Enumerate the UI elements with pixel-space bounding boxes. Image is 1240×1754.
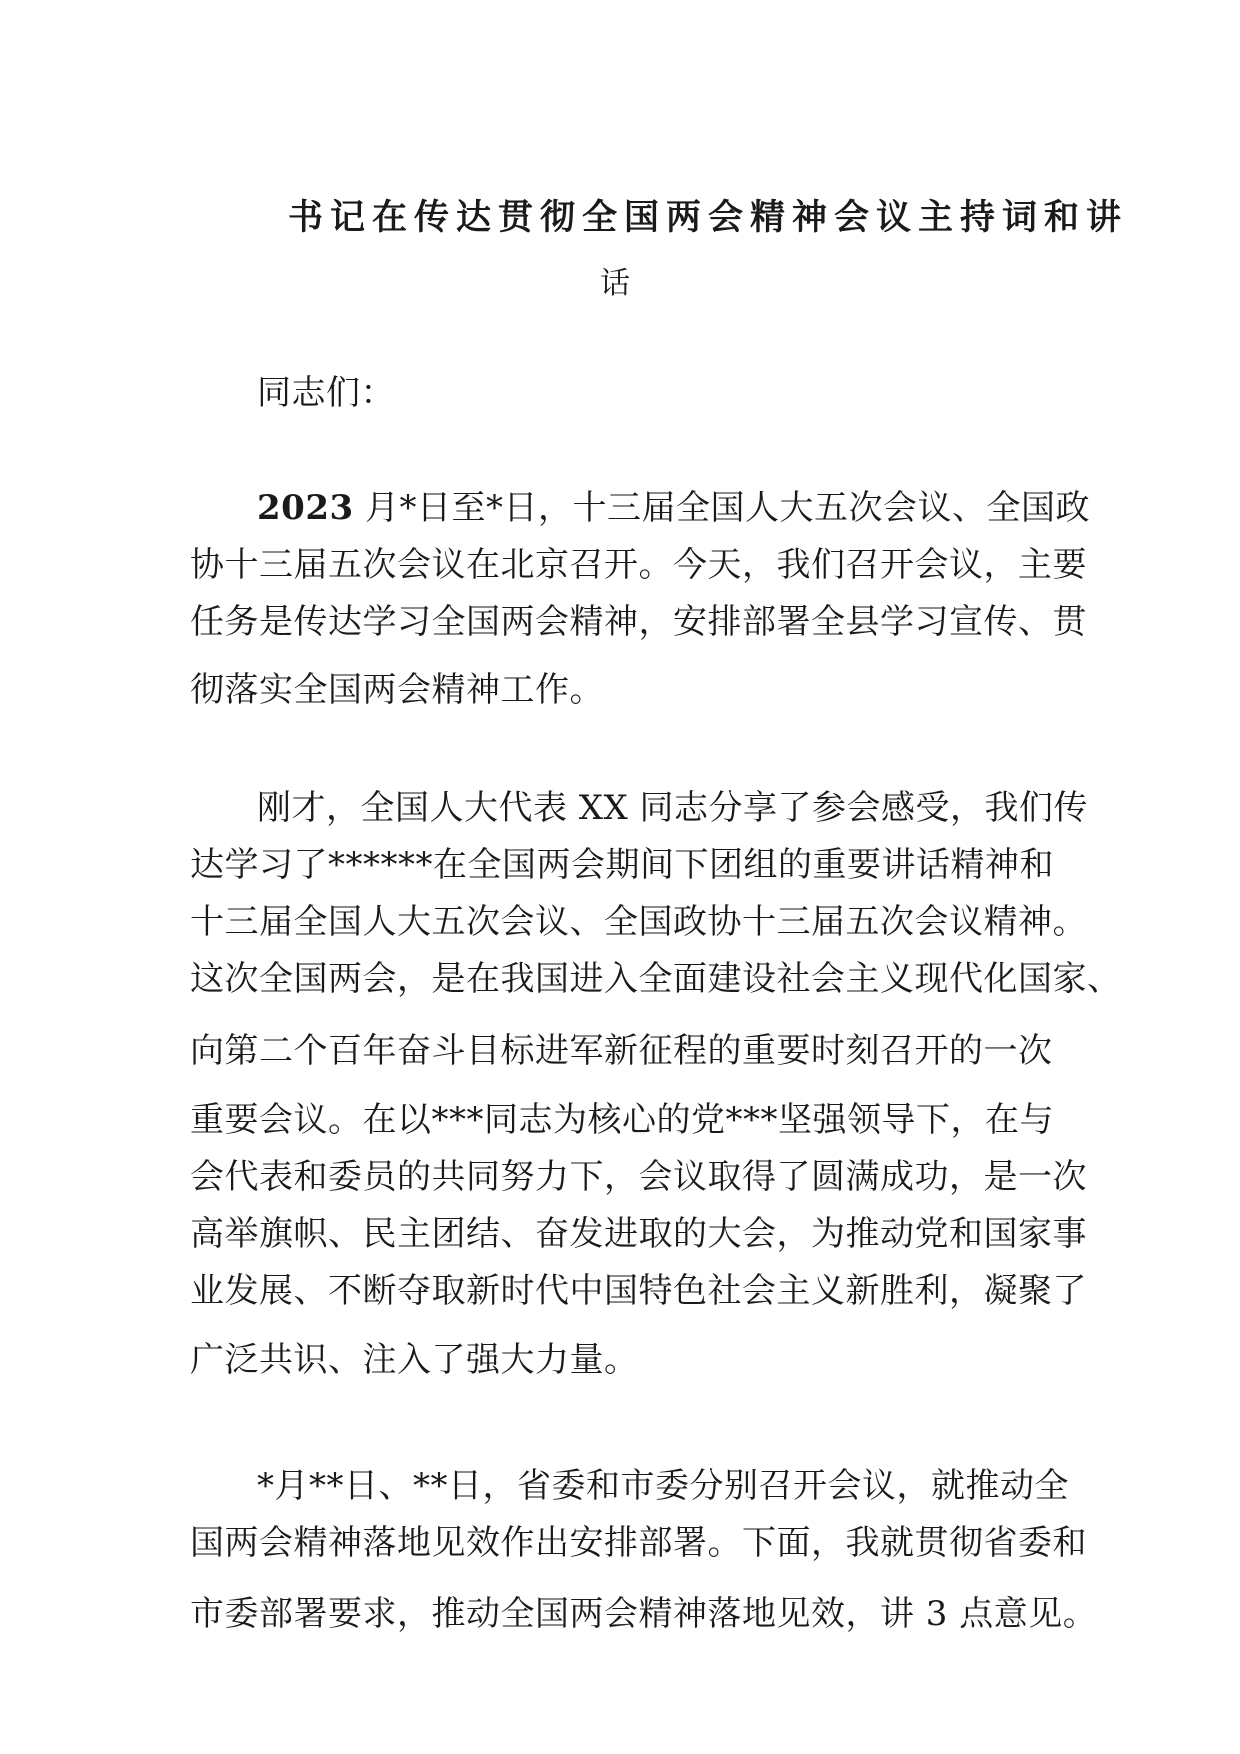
paragraph-3-line-2: 国两会精神落地见效作出安排部署。下面，我就贯彻省委和 bbox=[190, 1523, 1087, 1563]
paragraph-2-line-9: 业发展、不断夺取新时代中国特色社会主义新胜利，凝聚了 bbox=[190, 1271, 1087, 1311]
paragraph-2-line-2: 达学习了******在全国两会期间下团组的重要讲话精神和 bbox=[190, 845, 1054, 885]
greeting: 同志们： bbox=[257, 373, 395, 413]
paragraph-2-line-6: 重要会议。在以***同志为核心的党***坚强领导下，在与 bbox=[190, 1100, 1054, 1140]
document-title-continuation: 话 bbox=[600, 266, 630, 301]
paragraph-2-line-5: 向第二个百年奋斗目标进军新征程的重要时刻召开的一次 bbox=[190, 1031, 1053, 1071]
paragraph-3-line-3: 市委部署要求，推动全国两会精神落地见效，讲 3 点意见。 bbox=[190, 1594, 1098, 1634]
paragraph-2-line-10: 广泛共识、注入了强大力量。 bbox=[190, 1340, 639, 1380]
year-number: 2023 bbox=[257, 488, 354, 528]
paragraph-3-line-1: *月**日、**日，省委和市委分别召开会议，就推动全 bbox=[257, 1466, 1069, 1506]
paragraph-2-line-3: 十三届全国人大五次会议、全国政协十三届五次会议精神。 bbox=[190, 902, 1087, 942]
paragraph-2-line-7: 会代表和委员的共同努力下，会议取得了圆满成功，是一次 bbox=[190, 1157, 1087, 1197]
paragraph-1-line-2: 协十三届五次会议在北京召开。今天，我们召开会议，主要 bbox=[190, 545, 1087, 585]
paragraph-1-line-4: 彻落实全国两会精神工作。 bbox=[190, 670, 604, 710]
paragraph-1-line-1 bbox=[257, 480, 1090, 529]
paragraph-2-line-1: 刚才，全国人大代表 XX 同志分享了参会感受，我们传 bbox=[257, 788, 1089, 828]
paragraph-1-line-3: 任务是传达学习全国两会精神，安排部署全县学习宣传、贯 bbox=[190, 602, 1087, 642]
paragraph-2-line-8: 高举旗帜、民主团结、奋发进取的大会，为推动党和国家事 bbox=[190, 1214, 1087, 1254]
paragraph-1-line-1-text: 月*日至*日，十三届全国人大五次会议、全国政 bbox=[353, 488, 1090, 528]
document-title: 书记在传达贯彻全国两会精神会议主持词和讲 bbox=[288, 197, 1129, 238]
paragraph-2-line-4: 这次全国两会，是在我国进入全面建设社会主义现代化国家、 bbox=[190, 959, 1122, 999]
